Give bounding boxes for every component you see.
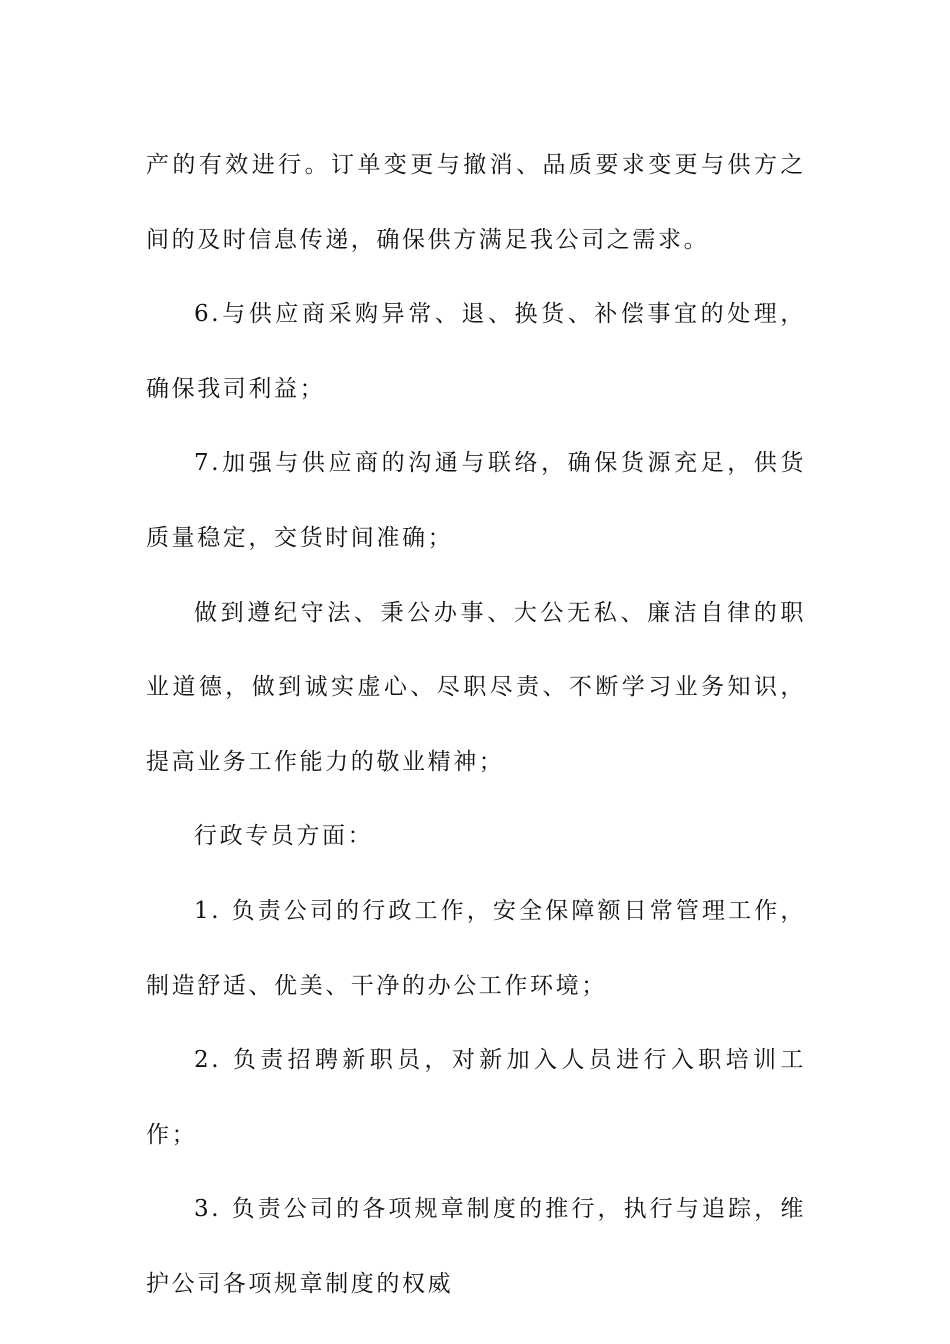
paragraph-ethics: 做到遵纪守法、秉公办事、大公无私、廉洁自律的职业道德，做到诚实虚心、尽职尽责、不断学习业务知识，提高业务工作能力的敬业精神； [146,599,806,775]
paragraph-item-7: 7.加强与供应商的沟通与联络，确保货源充足，供货质量稳定，交货时间准确； [146,450,806,551]
paragraph-item-6: 6.与供应商采购异常、退、换货、补偿事宜的处理，确保我司利益； [146,301,806,402]
paragraph-continuation: 产的有效进行。订单变更与撤消、品质要求变更与供方之间的及时信息传递，确保供方满足我公司之需求。 [146,152,806,253]
section-heading-admin: 行政专员方面： [194,823,374,850]
paragraph-admin-item-3: 3. 负责公司的各项规章制度的推行，执行与追踪，维护公司各项规章制度的权威 [146,1196,806,1297]
document-body [146,128,806,1322]
paragraph-admin-item-1: 1. 负责公司的行政工作，安全保障额日常管理工作，制造舒适、优美、干净的办公工作环境； [146,897,806,999]
paragraph-admin-item-2: 2. 负责招聘新职员，对新加入人员进行入职培训工作； [146,1047,806,1148]
